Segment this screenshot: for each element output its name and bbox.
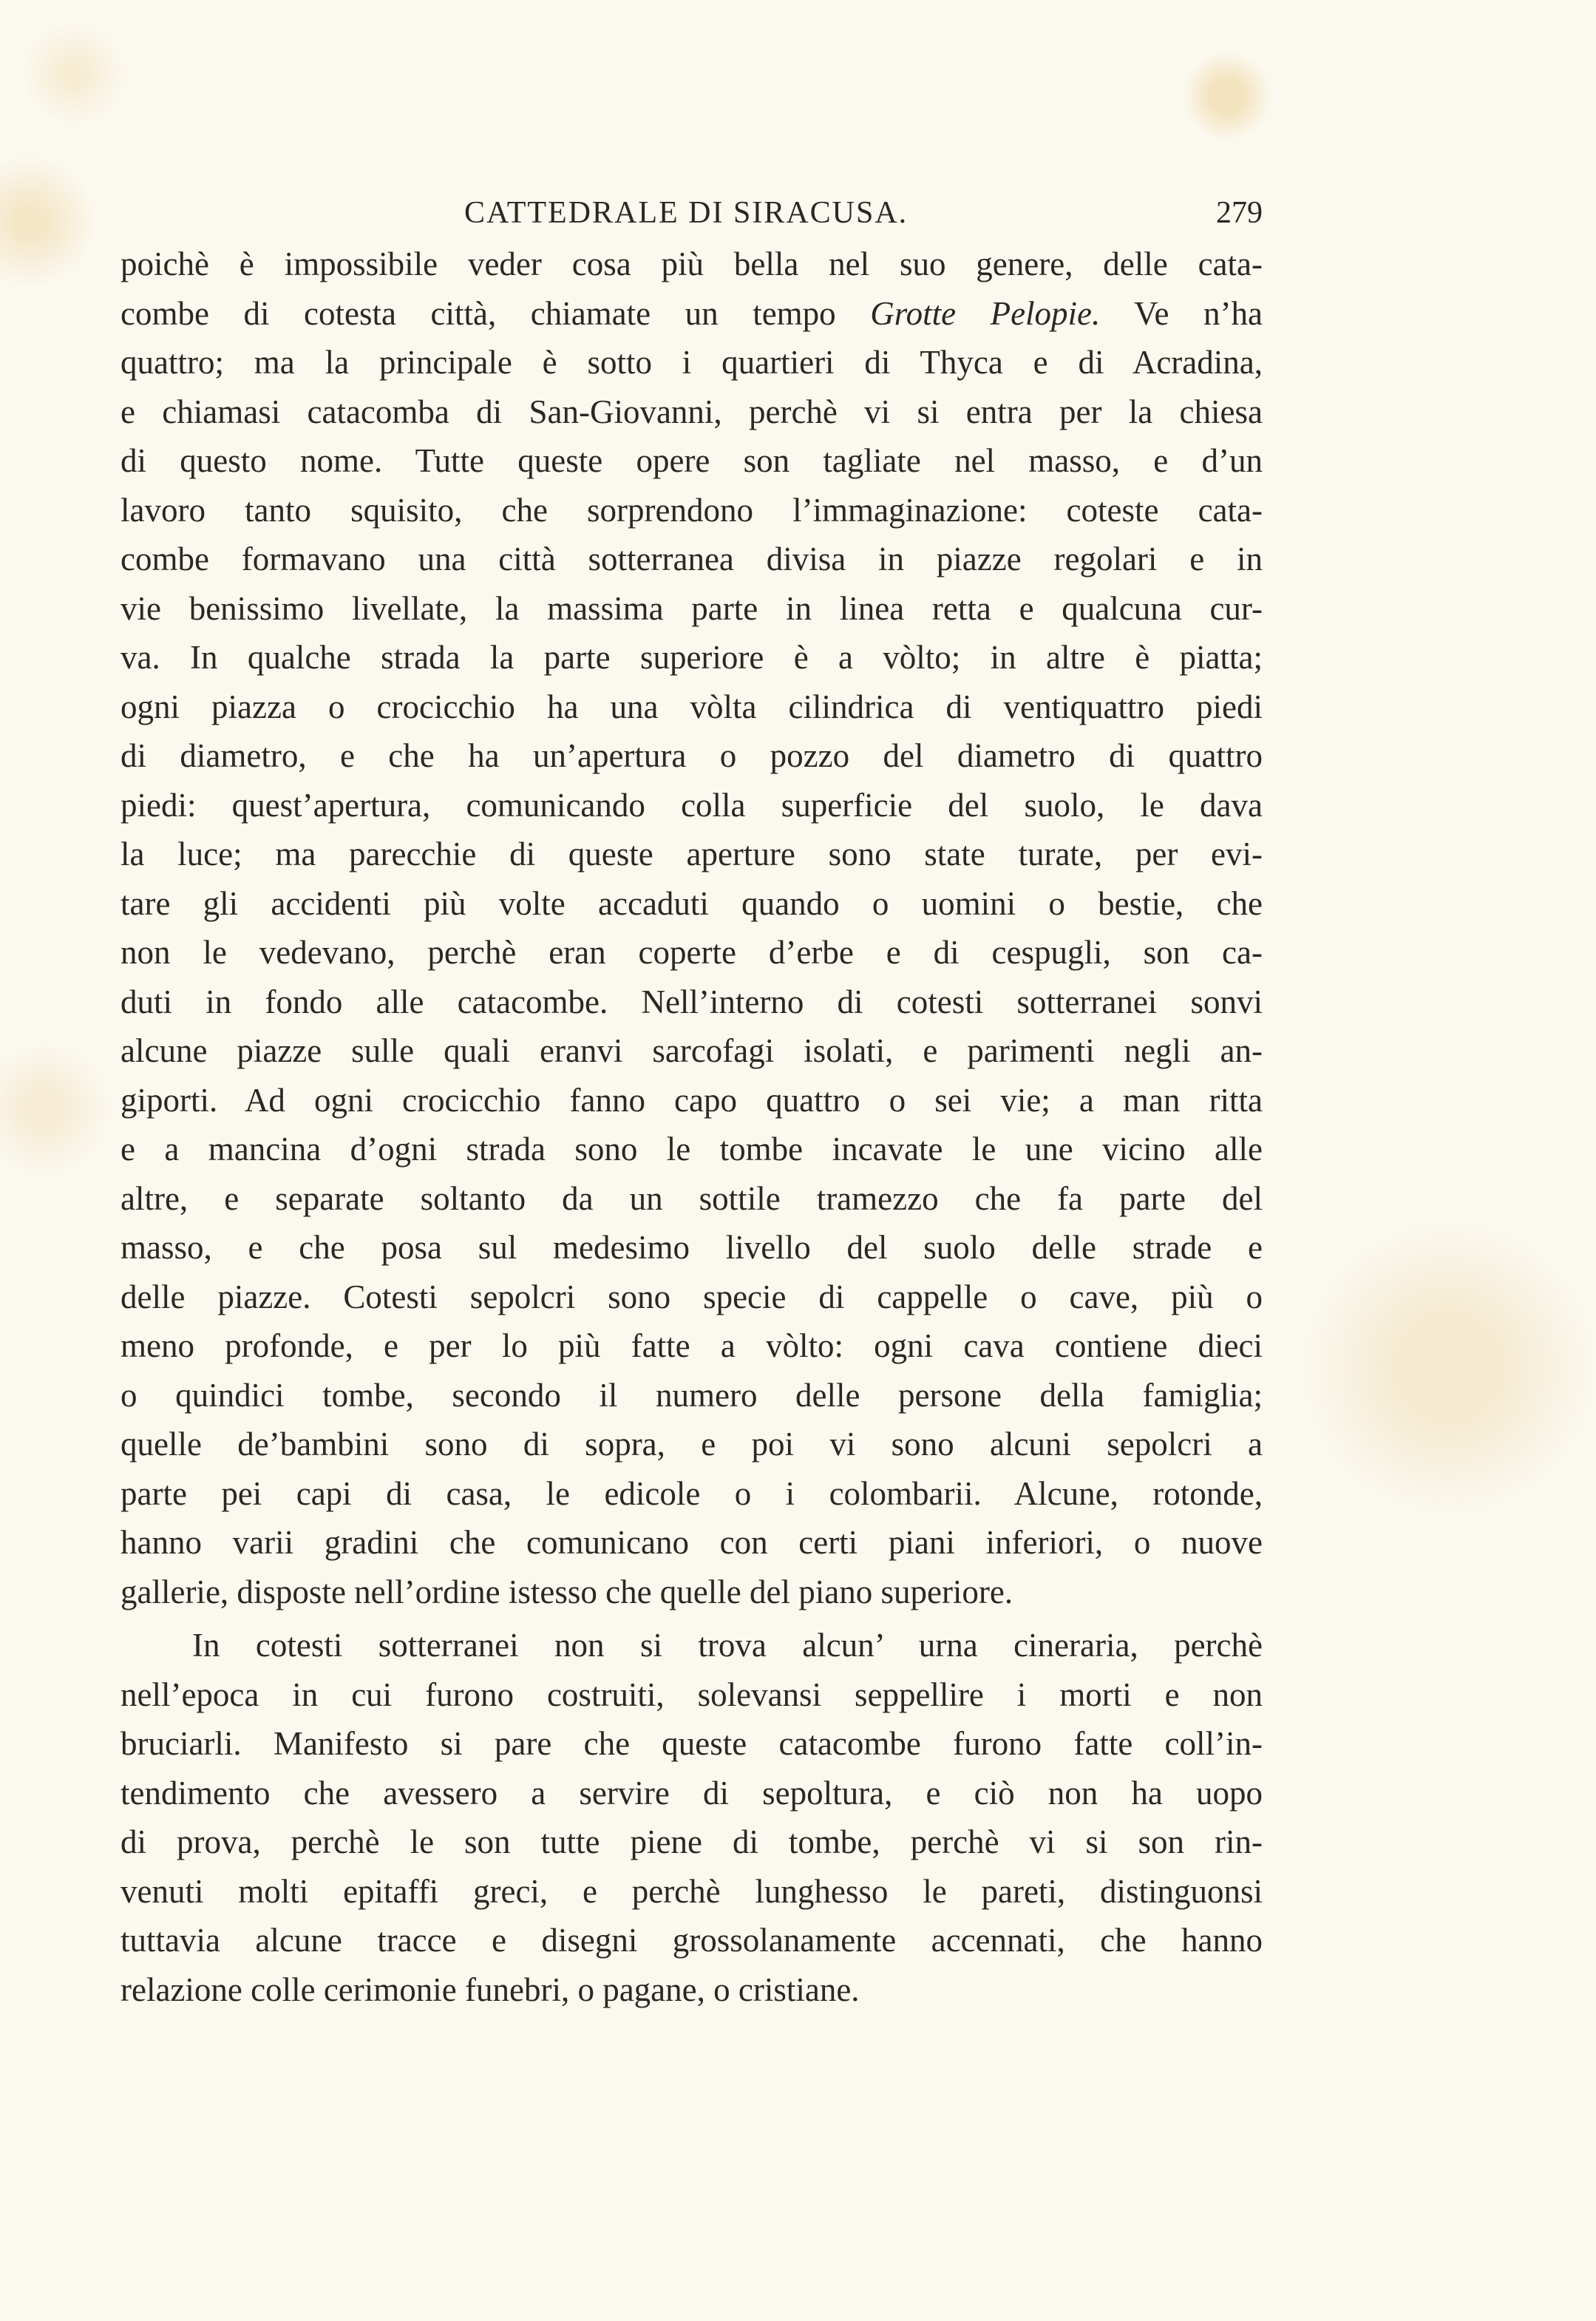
text-line: e a mancina d’ogni strada sono le tombe incavate le une vicino alle [120,1131,1263,1168]
text-line: o quindici tombe, secondo il numero delle persone della famiglia; [120,1376,1263,1414]
body-text [120,240,1263,2014]
text-line: e chiamasi catacomba di San-Giovanni, perchè vi si entra per la chiesa [120,393,1263,430]
text-line: giporti. Ad ogni crocicchio fanno capo quattro o sei vie; a man ritta [120,1081,1263,1119]
text-line: masso, e che posa sul medesimo livello del suolo delle strade e [120,1229,1263,1266]
running-title: CATTEDRALE DI SIRACUSA. [464,196,909,230]
text-line: tendimento che avessero a servire di sepoltura, e ciò non ha uopo [120,1774,1263,1812]
paragraph-2 [120,1621,1263,2014]
text-line: piedi: quest’apertura, comunicando colla superficie del suolo, le dava [120,786,1263,824]
text-line-with-italic [120,289,1263,339]
text-line: parte pei capi di casa, le edicole o i colombarii. Alcune, rotonde, [120,1474,1263,1512]
text-line: tare gli accidenti più volte accaduti quando o uomini o bestie, che [120,884,1263,922]
text-line: In cotesti sotterranei non si trova alcun’ urna cineraria, perchè [192,1627,1263,1664]
text-segment: combe di cotesta città, chiamate un tempo [120,294,871,332]
text-line: delle piazze. Cotesti sepolcri sono specie di cappelle o cave, più o [120,1278,1263,1315]
text-line: quelle de’bambini sono di sopra, e poi vi sono alcuni sepolcri a [120,1426,1263,1463]
paragraph-1 [120,240,1263,1616]
text-line: ogni piazza o crocicchio ha una vòlta cilindrica di ventiquattro piedi [120,688,1263,725]
text-line: meno profonde, e per lo più fatte a vòlto: ogni cava contiene dieci [120,1327,1263,1364]
text-line: quattro; ma la principale è sotto i quartieri di Thyca e di Acradina, [120,344,1263,381]
text-line: hanno varii gradini che comunicano con certi piani inferiori, o nuove [120,1524,1263,1561]
text-line: relazione colle cerimonie funebri, o pagane, o cristiane. [120,1971,860,2008]
text-line: altre, e separate soltanto da un sottile tramezzo che fa parte del [120,1179,1263,1217]
text-line: di diametro, e che ha un’apertura o pozzo del diametro di quattro [120,737,1263,774]
text-line: tuttavia alcune tracce e disegni grossolanamente accennati, che hanno [120,1922,1263,1959]
text-line: vie benissimo livellate, la massima parte in linea retta e qualcuna cur- [120,589,1263,627]
text-line: combe formavano una città sotterranea divisa in piazze regolari e in [120,541,1263,577]
text-line: la luce; ma parecchie di queste aperture sono state turate, per evi- [120,836,1263,873]
text-line: bruciarli. Manifesto si pare che queste catacombe furono fatte coll’in- [120,1725,1263,1762]
text-line: lavoro tanto squisito, che sorprendono l’immaginazione: coteste cata- [120,491,1263,529]
page-number: 279 [1216,196,1263,230]
text-line: poichè è impossibile veder cosa più bella nel suo genere, delle cata- [120,245,1263,282]
text-line: alcune piazze sulle quali eranvi sarcofagi isolati, e parimenti negli an- [120,1032,1263,1069]
text-line: va. In qualche strada la parte superiore è a vòlto; in altre è piatta; [120,639,1263,676]
text-line: gallerie, disposte nell’ordine istesso che quelle del piano superiore. [120,1573,1013,1610]
text-line: duti in fondo alle catacombe. Nell’interno di cotesti sotterranei sonvi [120,983,1263,1020]
page-header [120,191,1263,235]
text-segment: Ve n’ha [1100,294,1263,332]
italic-phrase: Grotte Pelopie. [870,294,1101,332]
text-line: nell’epoca in cui furono costruiti, solevansi seppellire i morti e non [120,1675,1263,1713]
text-line: di prova, perchè le son tutte piene di tombe, perchè vi si son rin- [120,1823,1263,1860]
text-line: di questo nome. Tutte queste opere son tagliate nel masso, e d’un [120,442,1263,479]
text-line: venuti molti epitaffi greci, e perchè lunghesso le pareti, distinguonsi [120,1872,1263,1910]
text-line: non le vedevano, perchè eran coperte d’erbe e di cespugli, son ca- [120,934,1263,971]
